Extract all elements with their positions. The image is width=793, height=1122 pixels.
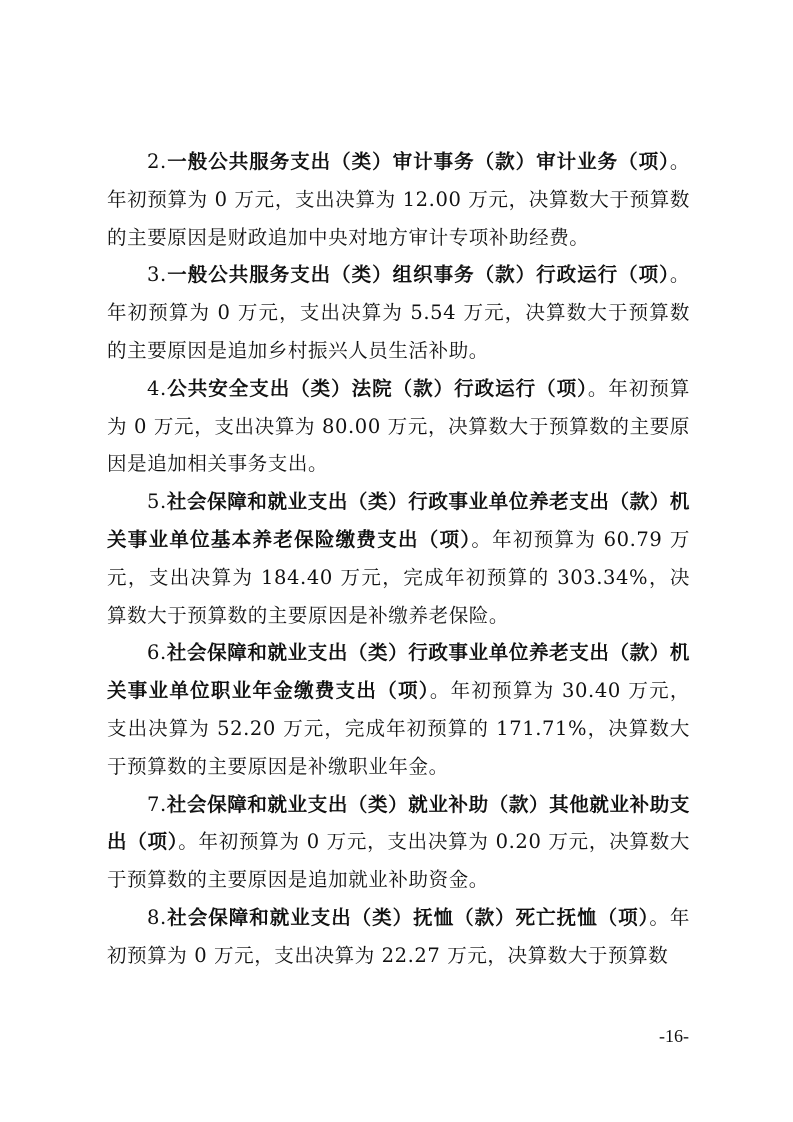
item-body: 。年初预算为 0 万元，支出决算为 5.54 万元，决算数大于预算数的主要原因是追加乡村振兴人员生活补助。 (107, 263, 690, 362)
item-body: 。年初预算为 0 万元，支出决算为 0.20 万元，决算数大于预算数的主要原因是追加就业补助资金。 (107, 830, 691, 892)
item-body: 。年初预算为 30.40 万元，支出决算为 52.20 万元，完成年初预算的 171.71%，决算数大于预算数的主要原因是补缴职业年金。 (107, 679, 690, 778)
item-heading: 社会保障和就业支出（类）就业补助（款）其他就业补助支出（项） (107, 792, 690, 854)
item-number: 2. (147, 150, 167, 173)
item-body: 。年初预算为 0 万元，支出决算为 80.00 万元，决算数大于预算数的主要原因是追加相关事务支出。 (107, 376, 690, 476)
item-body: 。年初预算为 0 万元，支出决算为 22.27 万元，决算数大于预算数 (107, 905, 691, 967)
item-number: 7. (147, 792, 167, 816)
item-body: 。年初预算为 0 万元，支出决算为 12.00 万元，决算数大于预算数的主要原因是财政追加中央对地方审计专项补助经费。 (107, 150, 690, 249)
item-heading: 一般公共服务支出（类）审计事务（款）审计业务（项） (166, 150, 670, 173)
paragraph-item-5 (107, 483, 690, 634)
document-body (107, 143, 690, 975)
paragraph-item-6 (107, 634, 690, 785)
item-heading: 社会保障和就业支出（类）行政事业单位养老支出（款）机关事业单位职业年金缴费支出（项） (107, 641, 690, 703)
paragraph-item-4 (107, 370, 690, 483)
item-number: 5. (147, 490, 167, 514)
paragraph-item-3 (107, 256, 690, 369)
paragraph-item-8 (107, 899, 690, 975)
paragraph-item-2 (107, 143, 690, 256)
item-body: 。年初预算为 60.79 万元，支出决算为 184.40 万元，完成年初预算的 303.34%，决算数大于预算数的主要原因是补缴养老保险。 (107, 527, 690, 627)
page-number: -16- (659, 1026, 689, 1046)
item-heading: 公共安全支出（类）法院（款）行政运行（项） (166, 376, 588, 400)
item-number: 8. (147, 905, 167, 929)
item-number: 6. (147, 641, 167, 665)
item-heading: 一般公共服务支出（类）组织事务（款）行政运行（项） (166, 263, 670, 287)
item-number: 3. (147, 263, 167, 287)
item-number: 4. (147, 376, 167, 400)
paragraph-item-7 (107, 786, 690, 899)
item-heading: 社会保障和就业支出（类）抚恤（款）死亡抚恤（项） (166, 905, 650, 929)
item-heading: 社会保障和就业支出（类）行政事业单位养老支出（款）机关事业单位基本养老保险缴费支出（项） (107, 490, 690, 551)
